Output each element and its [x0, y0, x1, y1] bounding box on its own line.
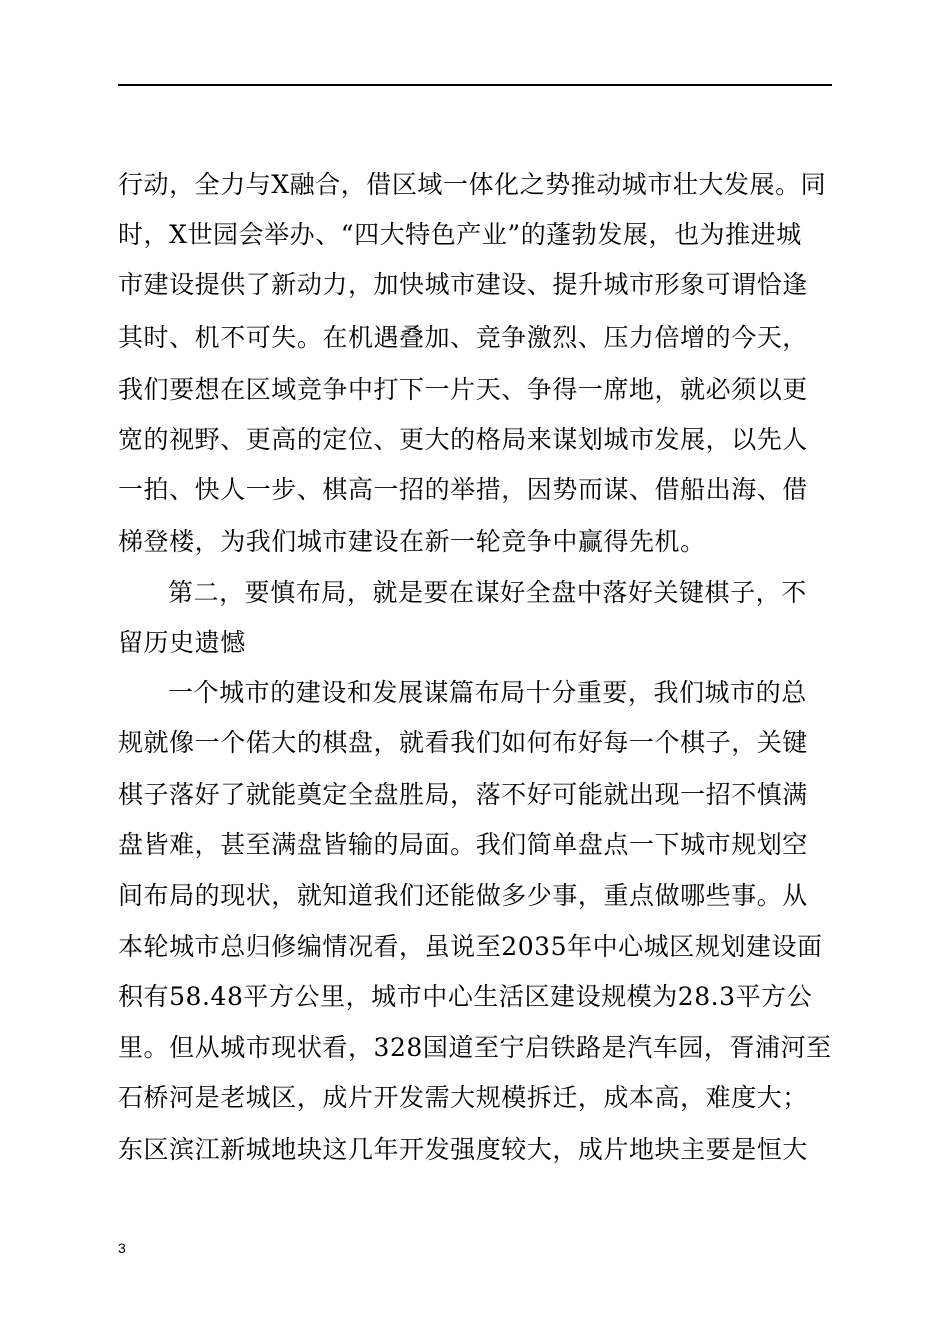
text-line: 我们要想在区域竞争中打下一片天、争得一席地，就必须以更 — [118, 375, 808, 404]
text-line: 梯登楼，为我们城市建设在新一轮竞争中赢得先机。 — [118, 527, 706, 556]
section-heading-line: 留历史遗憾 — [118, 628, 246, 657]
text-line: 东区滨江新城地块这几年开发强度较大，成片地块主要是恒大 — [118, 1135, 808, 1164]
text-line: 时，X世园会举办、“四大特色产业”的蓬勃发展，也为推进城 — [118, 220, 802, 249]
text-line: 一拍、快人一步、棋高一招的举措，因势而谋、借船出海、借 — [118, 475, 808, 504]
text-line: 积有58.48平方公里，城市中心生活区建设规模为28.3平方公 — [118, 982, 813, 1011]
text-line: 盘皆难，甚至满盘皆输的局面。我们简单盘点一下城市规划空 — [118, 830, 808, 859]
section-heading-line: 第二，要慎布局，就是要在谋好全盘中落好关键棋子，不 — [168, 578, 807, 607]
text-line: 规就像一个偌大的棋盘，就看我们如何布好每一个棋子，关键 — [118, 728, 808, 757]
text-line: 本轮城市总归修编情况看，虽说至2035年中心城区规划建设面 — [118, 932, 823, 961]
text-line: 其时、机不可失。在机遇叠加、竞争激烈、压力倍增的今天， — [118, 323, 808, 352]
text-line: 间布局的现状，就知道我们还能做多少事，重点做哪些事。从 — [118, 881, 808, 910]
text-line: 行动，全力与X融合，借区域一体化之势推动城市壮大发展。同 — [118, 170, 827, 199]
header-rule — [118, 84, 832, 86]
text-line: 市建设提供了新动力，加快城市建设、提升城市形象可谓恰逢 — [118, 270, 808, 299]
text-line: 里。但从城市现状看，328国道至宁启铁路是汽车园，胥浦河至 — [118, 1033, 832, 1062]
text-line: 宽的视野、更高的定位、更大的格局来谋划城市发展，以先人 — [118, 425, 808, 454]
text-line: 石桥河是老城区，成片开发需大规模拆迁，成本高，难度大； — [118, 1083, 808, 1112]
text-line: 一个城市的建设和发展谋篇布局十分重要，我们城市的总 — [168, 678, 807, 707]
text-line: 棋子落好了就能奠定全盘胜局，落不好可能就出现一招不慎满 — [118, 780, 808, 809]
page-number: 3 — [118, 1240, 126, 1256]
